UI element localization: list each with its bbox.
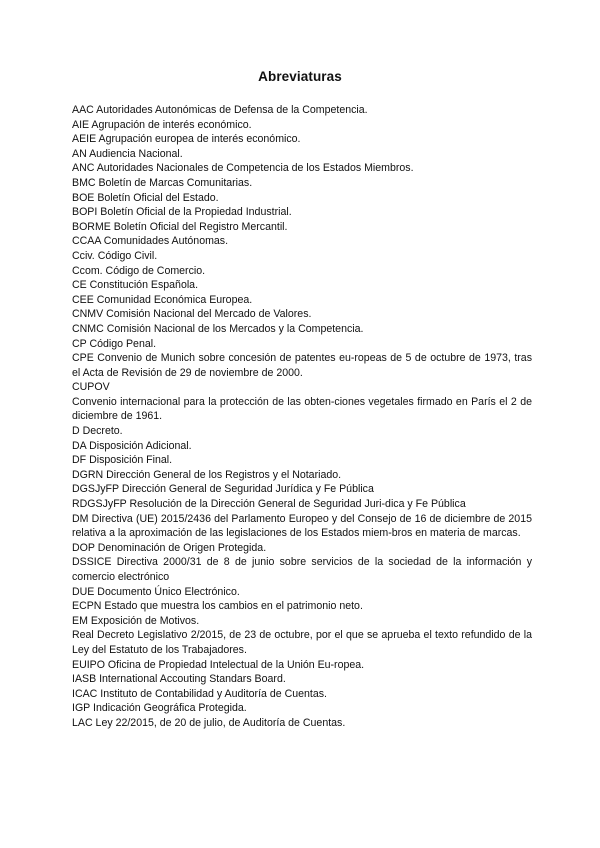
abbreviation-entry: EUIPO Oficina de Propiedad Intelectual de la Unión Eu-ropea. bbox=[72, 658, 365, 671]
abbreviation-entry: CNMV Comisión Nacional del Mercado de Valores. bbox=[72, 308, 312, 321]
abbreviation-entry: ANC Autoridades Nacionales de Competencia de los Estados Miembros. bbox=[72, 162, 414, 175]
abbreviation-entry: BOPI Boletín Oficial de la Propiedad Industrial. bbox=[72, 206, 292, 219]
abbreviation-entry: CP Código Penal. bbox=[72, 337, 157, 350]
abbreviation-entry: Convenio internacional para la protección de las obten-ciones vegetales firmado en París el 2 de diciembre de 1961. bbox=[72, 395, 532, 423]
abbreviation-entry: Ccom. Código de Comercio. bbox=[72, 264, 206, 277]
abbreviation-entry: DGRN Dirección General de los Registros y el Notariado. bbox=[72, 468, 342, 481]
abbreviation-entry: Cciv. Código Civil. bbox=[72, 249, 158, 262]
abbreviation-entry: CPE Convenio de Munich sobre concesión de patentes eu-ropeas de 5 de octubre de 1973, tras el Acta de Revisión de 29 de noviembre de 2000. bbox=[72, 352, 532, 379]
abbreviation-entry: EM Exposición de Motivos. bbox=[72, 614, 200, 627]
abbreviation-entry: CE Constitución Española. bbox=[72, 279, 199, 292]
abbreviation-entry: D Decreto. bbox=[72, 425, 123, 438]
page-title: Abreviaturas bbox=[258, 69, 342, 84]
abbreviation-entry: CEE Comunidad Económica Europea. bbox=[72, 293, 253, 306]
abbreviation-list bbox=[72, 103, 532, 731]
abbreviation-entry: CCAA Comunidades Autónomas. bbox=[72, 235, 229, 248]
abbreviation-entry: BMC Boletín de Marcas Comunitarias. bbox=[72, 176, 253, 189]
abbreviation-entry: AEIE Agrupación europea de interés económico. bbox=[72, 133, 301, 146]
abbreviation-entry: CNMC Comisión Nacional de los Mercados y la Competencia. bbox=[72, 322, 364, 335]
abbreviation-entry: DM Directiva (UE) 2015/2436 del Parlamento Europeo y del Consejo de 16 de diciembre de 2015 relativa a la aproximación de las legislaciones de los Estados miem-bros en materia de marcas. bbox=[72, 512, 532, 540]
abbreviation-entry: BOE Boletín Oficial del Estado. bbox=[72, 191, 219, 204]
abbreviation-entry: IASB International Accouting Standars Board. bbox=[72, 673, 286, 686]
abbreviation-entry: CUPOV bbox=[72, 381, 110, 394]
abbreviation-entry: AIE Agrupación de interés económico. bbox=[72, 118, 252, 131]
abbreviation-entry: ICAC Instituto de Contabilidad y Auditoría de Cuentas. bbox=[72, 687, 327, 700]
abbreviation-entry: BORME Boletín Oficial del Registro Mercantil. bbox=[72, 220, 288, 233]
abbreviation-entry: DSSICE Directiva 2000/31 de 8 de junio sobre servicios de la sociedad de la información y comercio electrónico bbox=[72, 556, 532, 583]
abbreviation-entry: AAC Autoridades Autonómicas de Defensa de la Competencia. bbox=[72, 104, 368, 116]
abbreviation-entry: DUE Documento Único Electrónico. bbox=[72, 585, 240, 598]
abbreviation-entry: ECPN Estado que muestra los cambios en el patrimonio neto. bbox=[72, 600, 363, 613]
abbreviation-entry: IGP Indicación Geográfica Protegida. bbox=[72, 702, 247, 715]
abbreviation-entry: AN Audiencia Nacional. bbox=[72, 147, 183, 160]
abbreviation-entry: DGSJyFP Dirección General de Seguridad Jurídica y Fe Pública bbox=[72, 483, 374, 496]
abbreviation-entry: LAC Ley 22/2015, de 20 de julio, de Auditoría de Cuentas. bbox=[72, 716, 346, 729]
abbreviation-entry: RDGSJyFP Resolución de la Dirección General de Seguridad Juri-dica y Fe Pública bbox=[72, 498, 466, 511]
abbreviation-entry: Real Decreto Legislativo 2/2015, de 23 de octubre, por el que se aprueba el texto refundido de la Ley del Estatuto de los Trabajadores. bbox=[72, 629, 532, 656]
abbreviation-entry: DOP Denominación de Origen Protegida. bbox=[72, 541, 267, 554]
abbreviation-entry: DA Disposición Adicional. bbox=[72, 439, 192, 452]
abbreviation-entry: DF Disposición Final. bbox=[72, 454, 173, 467]
